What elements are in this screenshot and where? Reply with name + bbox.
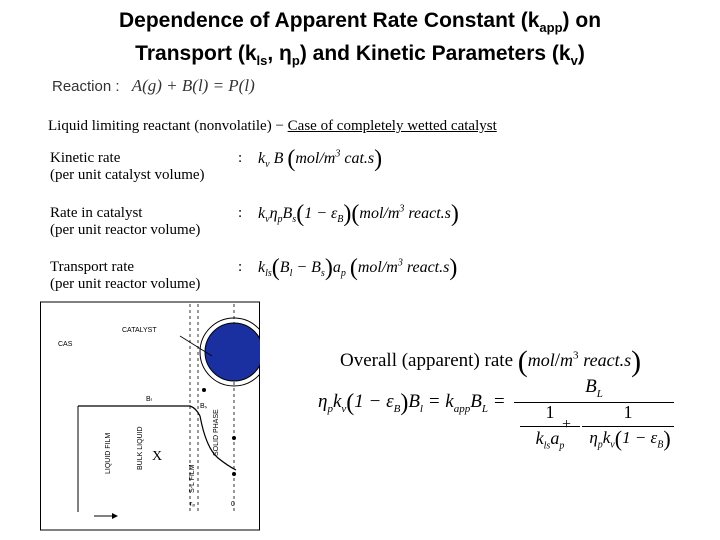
rp-label: rₚ xyxy=(190,501,196,508)
rate-colon: : xyxy=(238,259,243,275)
kinetic-rate-formula: $k_v$ B ($mol/m^3$ cat.s) xyxy=(258,146,383,172)
term1-numerator: 1 xyxy=(545,402,555,422)
sl-film-label: S-L FILM xyxy=(189,464,196,493)
subheading-prefix: Liquid limiting reactant (nonvolatile) − xyxy=(48,118,288,134)
overall-rate-label: Overall (apparent) rate xyxy=(340,350,514,371)
transport-rate-formula: $k_{ls}(B_l - B_s)a_p$ ($mol/m^3$ react.s) xyxy=(258,255,458,281)
reaction-label: Reaction : xyxy=(52,78,120,95)
cas-label: CAS xyxy=(58,341,73,348)
arrow-head xyxy=(112,513,118,519)
profile-dot xyxy=(232,436,236,440)
case-subheading xyxy=(48,118,497,135)
liquid-film-label: LIQUID FILM xyxy=(105,432,112,474)
profile-dot xyxy=(202,388,206,392)
rate-basis: (per unit reactor volume) xyxy=(50,276,201,292)
rate-colon: : xyxy=(238,150,243,166)
term2-denominator: $\eta_pk_v(1 - \varepsilon_B)$ xyxy=(589,426,671,451)
x-axis-label: X xyxy=(152,449,163,464)
subheading-case: Case of completely wetted catalyst xyxy=(287,118,497,134)
plus-sign: + xyxy=(562,416,572,433)
catalyst-rate-formula: $k_v\eta_pB_s(1 - \varepsilon_B)(mol/m^3$ react.s) xyxy=(258,201,459,227)
numerator: $B_L$ xyxy=(585,376,603,400)
rate-colon: : xyxy=(238,205,243,221)
catalyst-particle xyxy=(205,323,260,381)
catalyst-rate-label xyxy=(50,205,200,239)
term2-numerator: 1 xyxy=(623,402,633,422)
term1-denominator: $k_{ls}a_p$ xyxy=(535,428,565,452)
bl-label: Bₗ xyxy=(146,396,152,403)
overall-rate-heading: Overall (apparent) rate ($mol/m^3$ react.s) xyxy=(340,345,642,378)
transport-rate-label xyxy=(50,259,200,293)
rate-basis: (per unit catalyst volume) xyxy=(50,167,205,183)
reaction-equation: A(g) + B(l) = P(l) xyxy=(131,76,255,95)
bs-label: Bₛ xyxy=(200,403,208,410)
rate-name: Rate in catalyst xyxy=(50,205,143,221)
rate-basis: (per unit reactor volume) xyxy=(50,222,201,238)
bulk-liquid-label: BULK LIQUID xyxy=(137,426,144,470)
zero-label: 0 xyxy=(231,501,235,508)
concentration-profile-diagram xyxy=(40,298,260,532)
kinetic-rate-label xyxy=(50,150,205,184)
slide-title xyxy=(0,8,720,74)
rate-name: Transport rate xyxy=(50,259,135,275)
title-line-1: Dependence of Apparent Rate Constant $(k_{app})$ on xyxy=(118,9,602,36)
title-line-2: Transport ($k_{ls}$, $\eta_p$) and Kinetic Parameters $(k_v)$ xyxy=(135,42,585,69)
overall-rate-equation: $\eta_pk_v(1 - \varepsilon_B)B_l = k_{app}B_L$ = xyxy=(318,390,506,416)
profile-dot xyxy=(232,472,236,476)
reaction-line xyxy=(52,76,255,96)
catalyst-label: CATALYST xyxy=(122,327,157,334)
rate-name: Kinetic rate xyxy=(50,150,121,166)
solid-phase-label: SOLID PHASE xyxy=(213,409,220,456)
